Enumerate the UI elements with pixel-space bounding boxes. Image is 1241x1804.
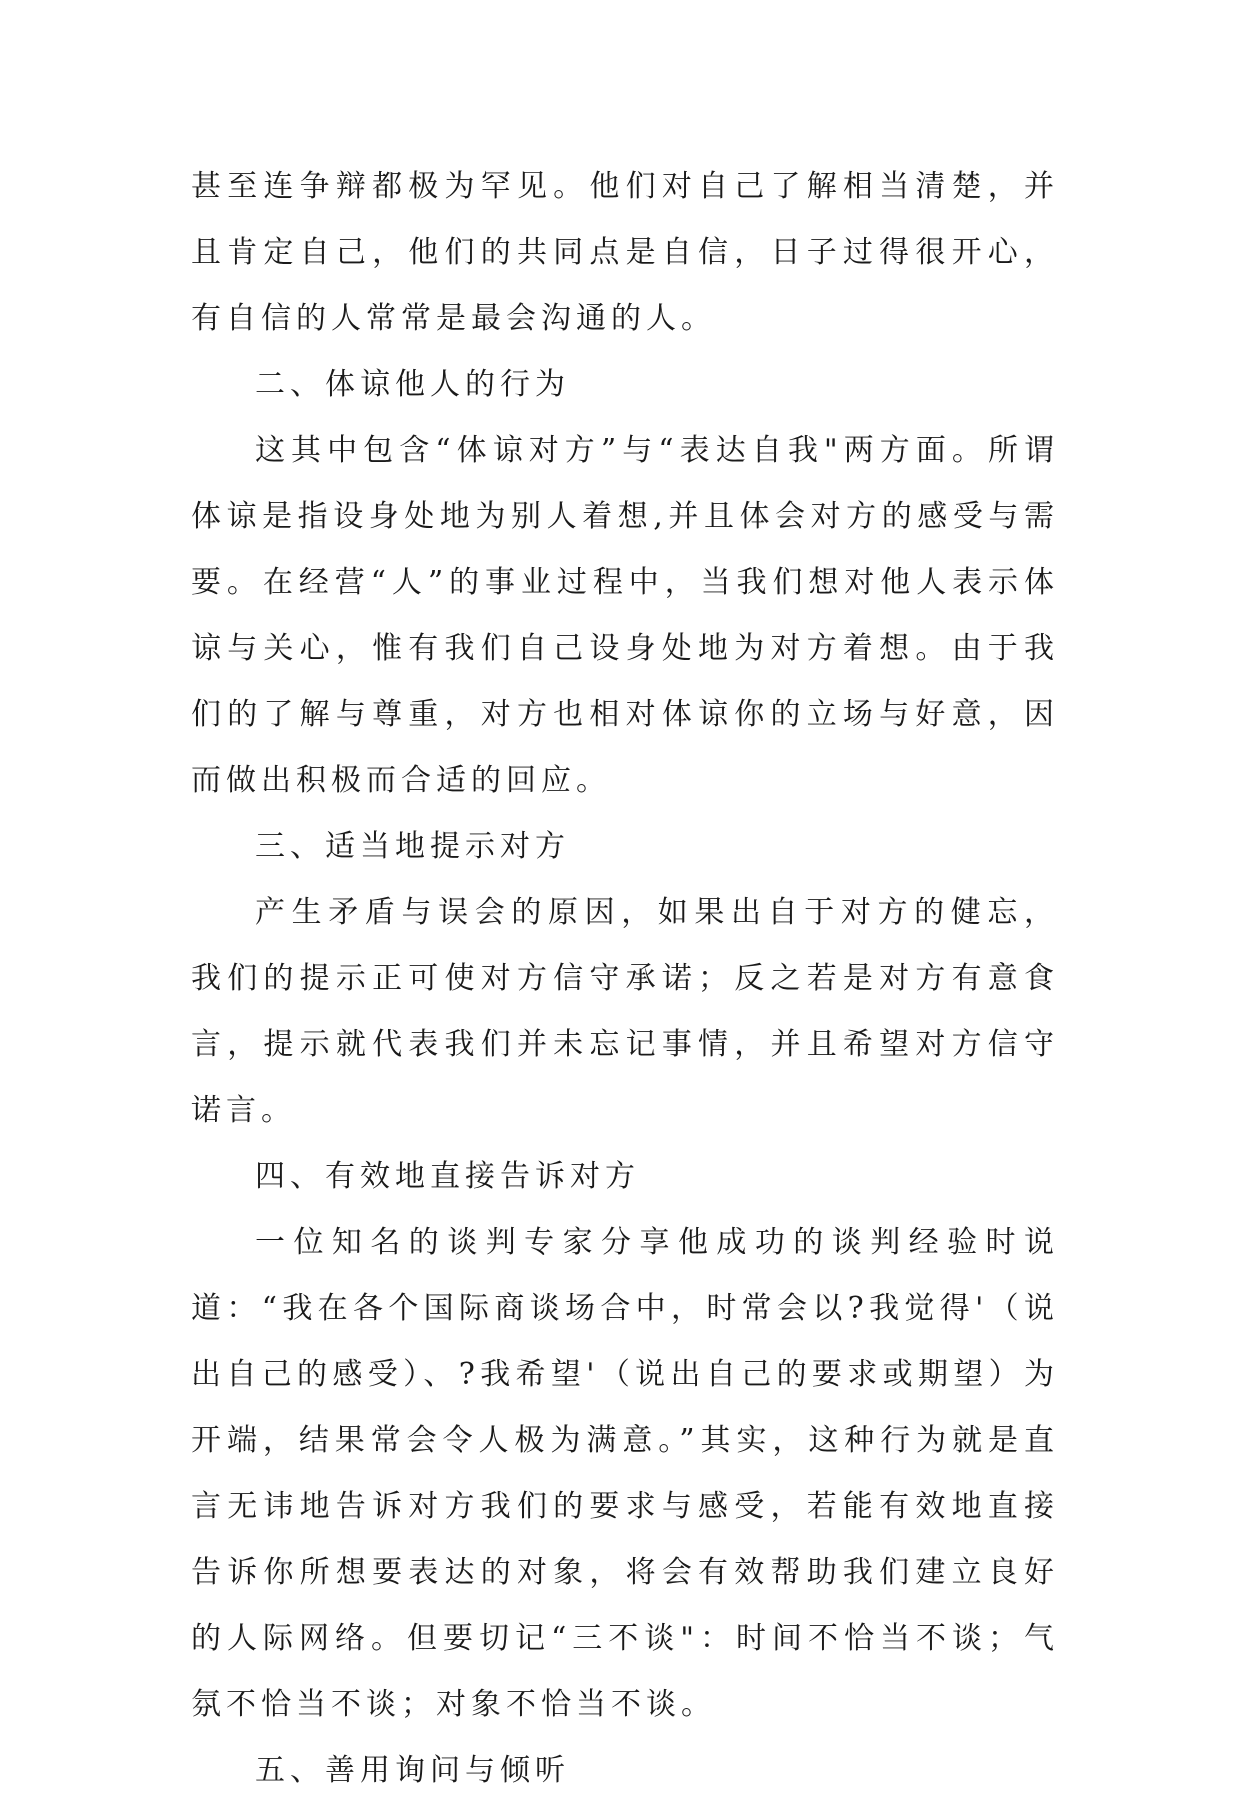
paragraph-intro-continuation: 甚至连争辩都极为罕见。他们对自己了解相当清楚，并且肯定自己，他们的共同点是自信，日子过得很开心，有自信的人常常是最会沟通的人。 xyxy=(191,169,1059,336)
section-heading-4: 四、有效地直接告诉对方 xyxy=(255,1159,640,1194)
paragraph-section-3: 产生矛盾与误会的原因，如果出自于对方的健忘，我们的提示正可使对方信守承诺；反之若是对方有意食言，提示就代表我们并未忘记事情，并且希望对方信守诺言。 xyxy=(191,895,1059,1128)
section-heading-3: 三、适当地提示对方 xyxy=(255,829,570,864)
paragraph-section-4: 一位知名的谈判专家分享他成功的谈判经验时说道：“我在各个国际商谈场合中，时常会以?我觉得'（说出自己的感受）、?我希望'（说出自己的要求或期望）为开端，结果常会令人极为满意。”其实，这种行为就是直言无讳地告诉对方我们的要求与感受，若能有效地直接告诉你所想要表达的对象，将会有效帮助我们建立良好的人际网络。但要切记“三不谈"：时间不恰当不谈；气氛不恰当不谈；对象不恰当不谈。 xyxy=(191,1225,1059,1722)
section-heading-5: 五、善用询问与倾听 xyxy=(255,1753,570,1788)
section-heading-2: 二、体谅他人的行为 xyxy=(255,367,570,402)
document-body xyxy=(191,154,1059,1804)
paragraph-section-2: 这其中包含“体谅对方”与“表达自我"两方面。所谓体谅是指设身处地为别人着想,并且体会对方的感受与需要。在经营“人”的事业过程中，当我们想对他人表示体谅与关心，惟有我们自己设身处地为对方着想。由于我们的了解与尊重，对方也相对体谅你的立场与好意，因而做出积极而合适的回应。 xyxy=(191,433,1059,798)
